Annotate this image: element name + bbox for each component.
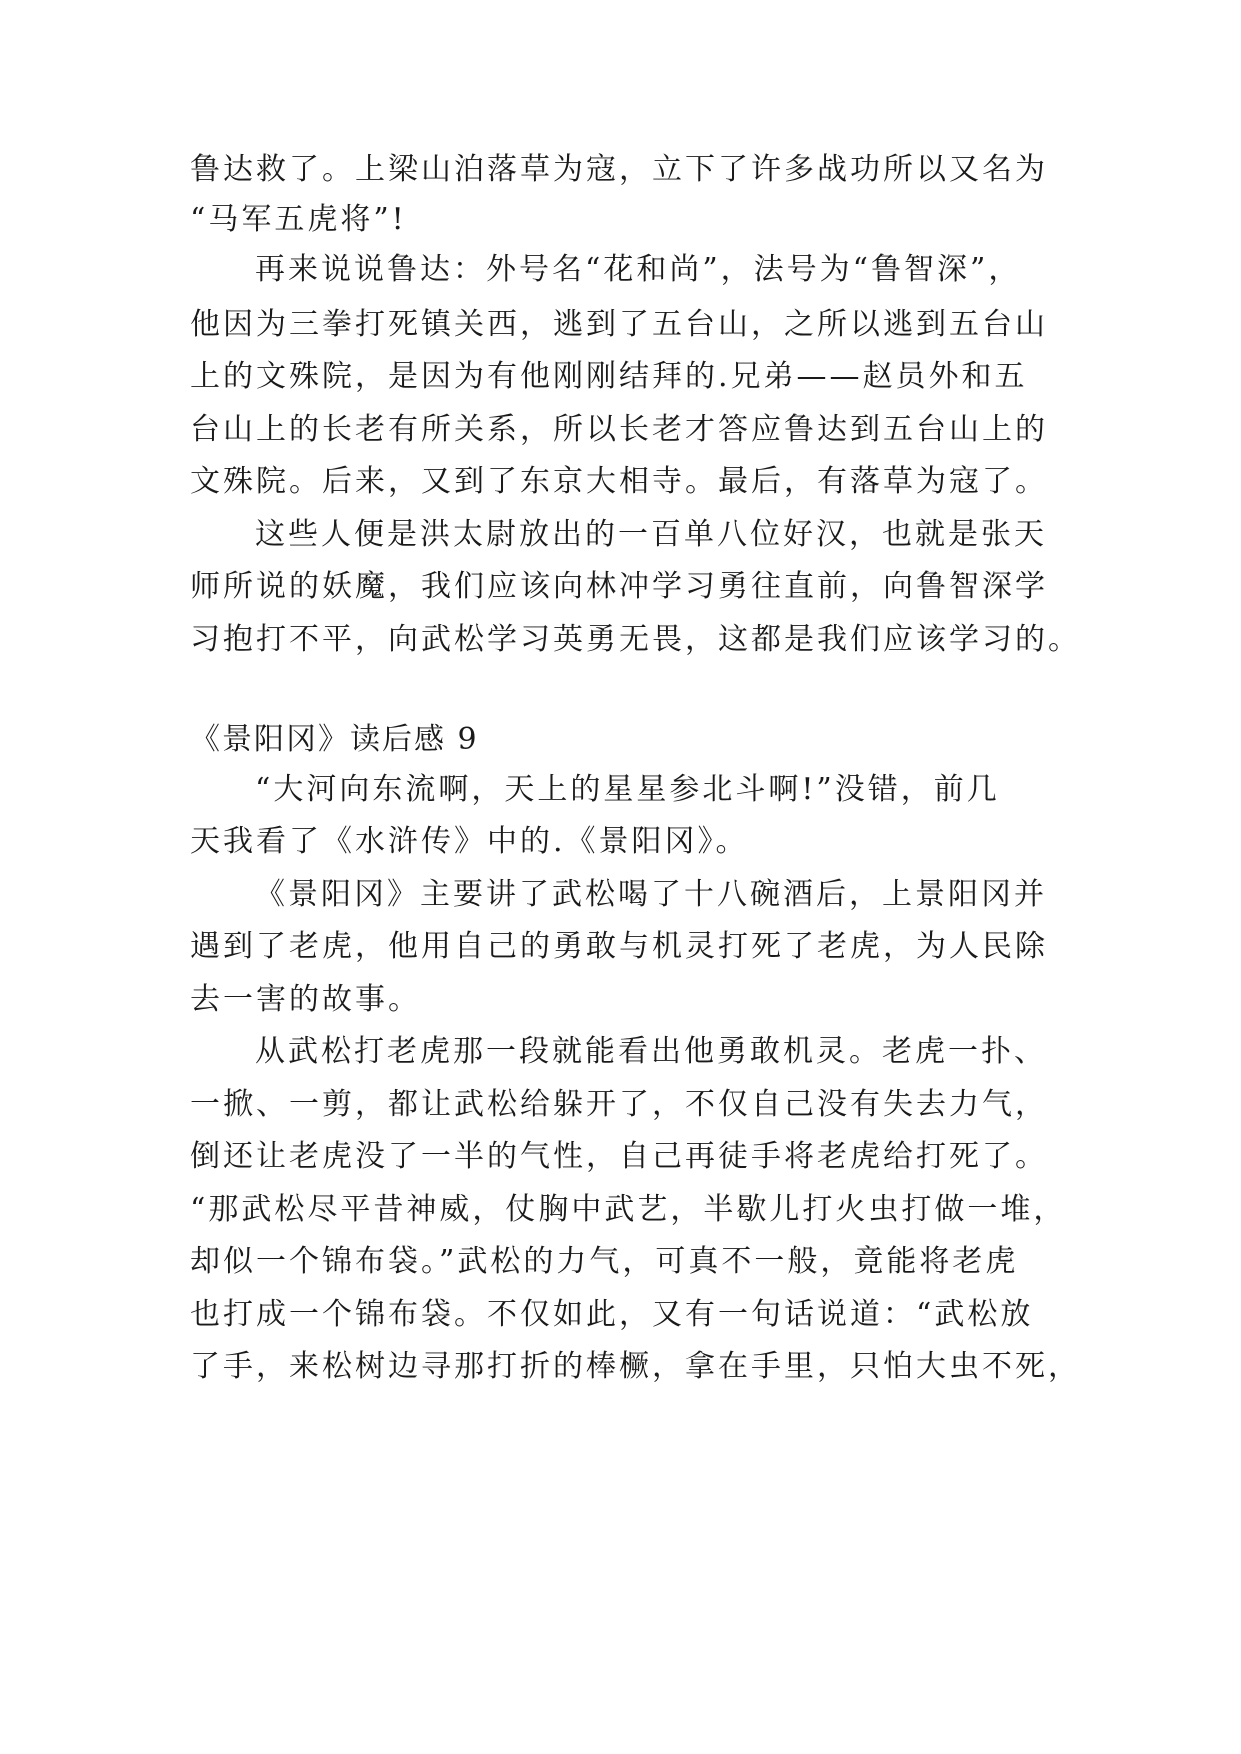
text-line: 台山上的长老有所关系，所以长老才答应鲁达到五台山上的 [190,412,1048,447]
text-line: 上的文殊院，是因为有他刚刚结拜的.兄弟——赵员外和五 [190,359,1028,394]
paragraph-start: 从武松打老虎那一段就能看出他勇敢机灵。老虎一扑、 [255,1034,1047,1069]
text-line: 师所说的妖魔，我们应该向林冲学习勇往直前，向鲁智深学 [190,569,1048,604]
text-line: 一掀、一剪，都让武松给躲开了，不仅自己没有失去力气， [190,1087,1048,1122]
text-line: 他因为三拳打死镇关西，逃到了五台山，之所以逃到五台山 [190,307,1048,342]
text-line: 去一害的故事。 [190,982,421,1017]
text-line: 遇到了老虎，他用自己的勇敢与机灵打死了老虎，为人民除 [190,929,1048,964]
paragraph-start: “大河向东流啊，天上的星星参北斗啊!”没错，前几 [255,772,1000,807]
text-line: “那武松尽平昔神威，仗胸中武艺，半歇儿打火虫打做一堆， [190,1192,1067,1227]
paragraph-start: 《景阳冈》主要讲了武松喝了十八碗酒后，上景阳冈并 [255,877,1047,912]
paragraph-start: 这些人便是洪太尉放出的一百单八位好汉，也就是张天 [255,517,1047,552]
text-line: “马军五虎将”! [190,202,407,237]
text-line: 天我看了《水浒传》中的.《景阳冈》。 [190,824,749,859]
section-heading: 《景阳冈》读后感 9 [190,722,479,757]
text-line: 却似一个锦布袋。”武松的力气，可真不一般，竟能将老虎 [190,1244,1019,1279]
text-line: 了手，来松树边寻那打折的棒橛，拿在手里，只怕大虫不死， [190,1349,1081,1384]
text-line: 也打成一个锦布袋。不仅如此，又有一句话说道：“武松放 [190,1297,1034,1332]
text-line: 倒还让老虎没了一半的气性，自己再徒手将老虎给打死了。 [190,1139,1048,1174]
text-line: 习抱打不平，向武松学习英勇无畏，这都是我们应该学习的。 [190,622,1081,657]
paragraph-start: 再来说说鲁达：外号名“花和尚”，法号为“鲁智深”， [255,252,1022,287]
text-line: 鲁达救了。上梁山泊落草为寇，立下了许多战功所以又名为 [190,152,1048,187]
text-line: 文殊院。后来，又到了东京大相寺。最后，有落草为寇了。 [190,464,1048,499]
